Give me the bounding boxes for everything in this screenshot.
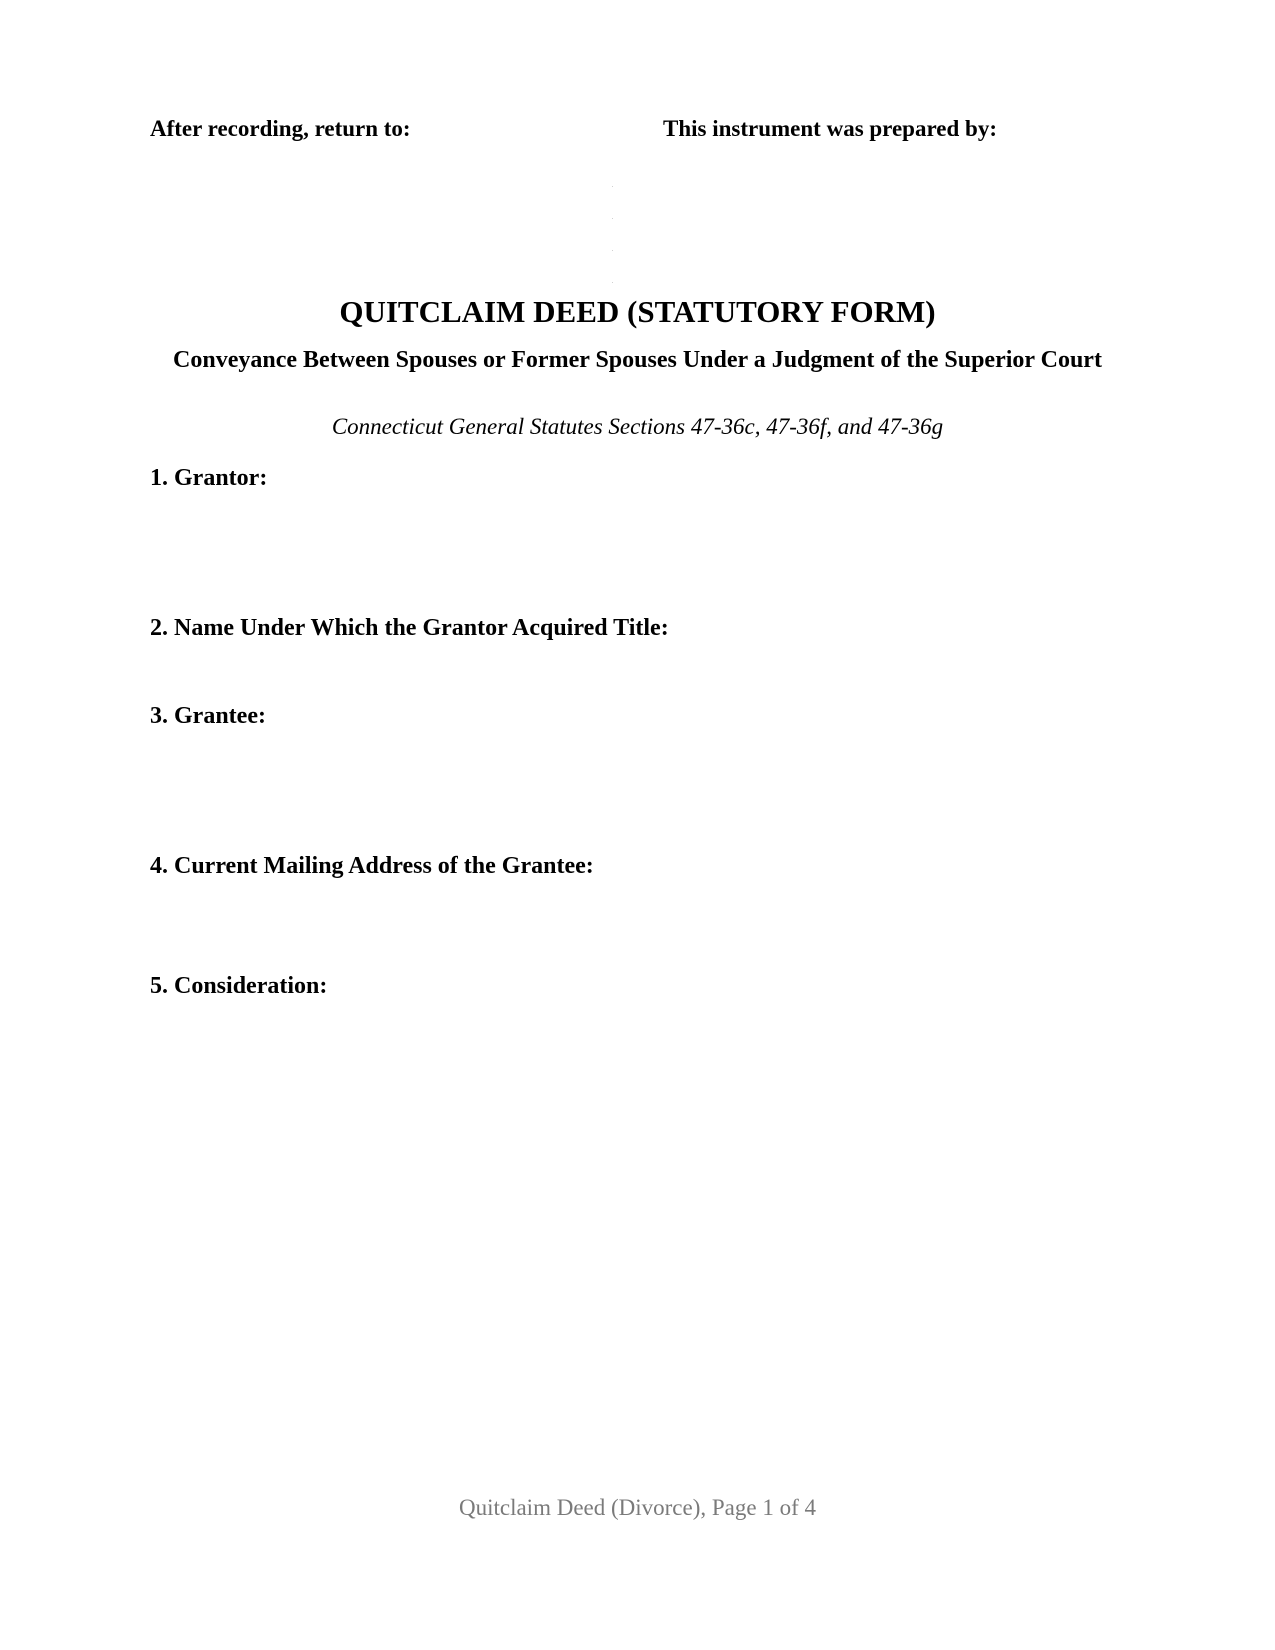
consideration-label: 5. Consideration: — [150, 973, 328, 999]
page-footer: Quitclaim Deed (Divorce), Page 1 of 4 — [458, 1495, 817, 1520]
acquired-title-name-label: 2. Name Under Which the Grantor Acquired Title: — [150, 615, 669, 641]
grantor-label: 1. Grantor: — [150, 465, 268, 491]
document-title: QUITCLAIM DEED (STATUTORY FORM) — [339, 294, 936, 329]
statute-reference: Connecticut General Statutes Sections 47-36c, 47-36f, and 47-36g — [331, 414, 944, 439]
dot — [612, 218, 613, 219]
grantee-label: 3. Grantee: — [150, 703, 266, 729]
dot — [612, 186, 613, 187]
dot — [612, 250, 613, 251]
document-subtitle: Conveyance Between Spouses or Former Spouses Under a Judgment of the Superior Court — [173, 347, 1102, 373]
dot — [612, 282, 613, 283]
grantee-mailing-address-label: 4. Current Mailing Address of the Grantee: — [150, 853, 594, 879]
return-to-label: After recording, return to: — [150, 116, 411, 141]
prepared-by-label: This instrument was prepared by: — [663, 116, 997, 141]
